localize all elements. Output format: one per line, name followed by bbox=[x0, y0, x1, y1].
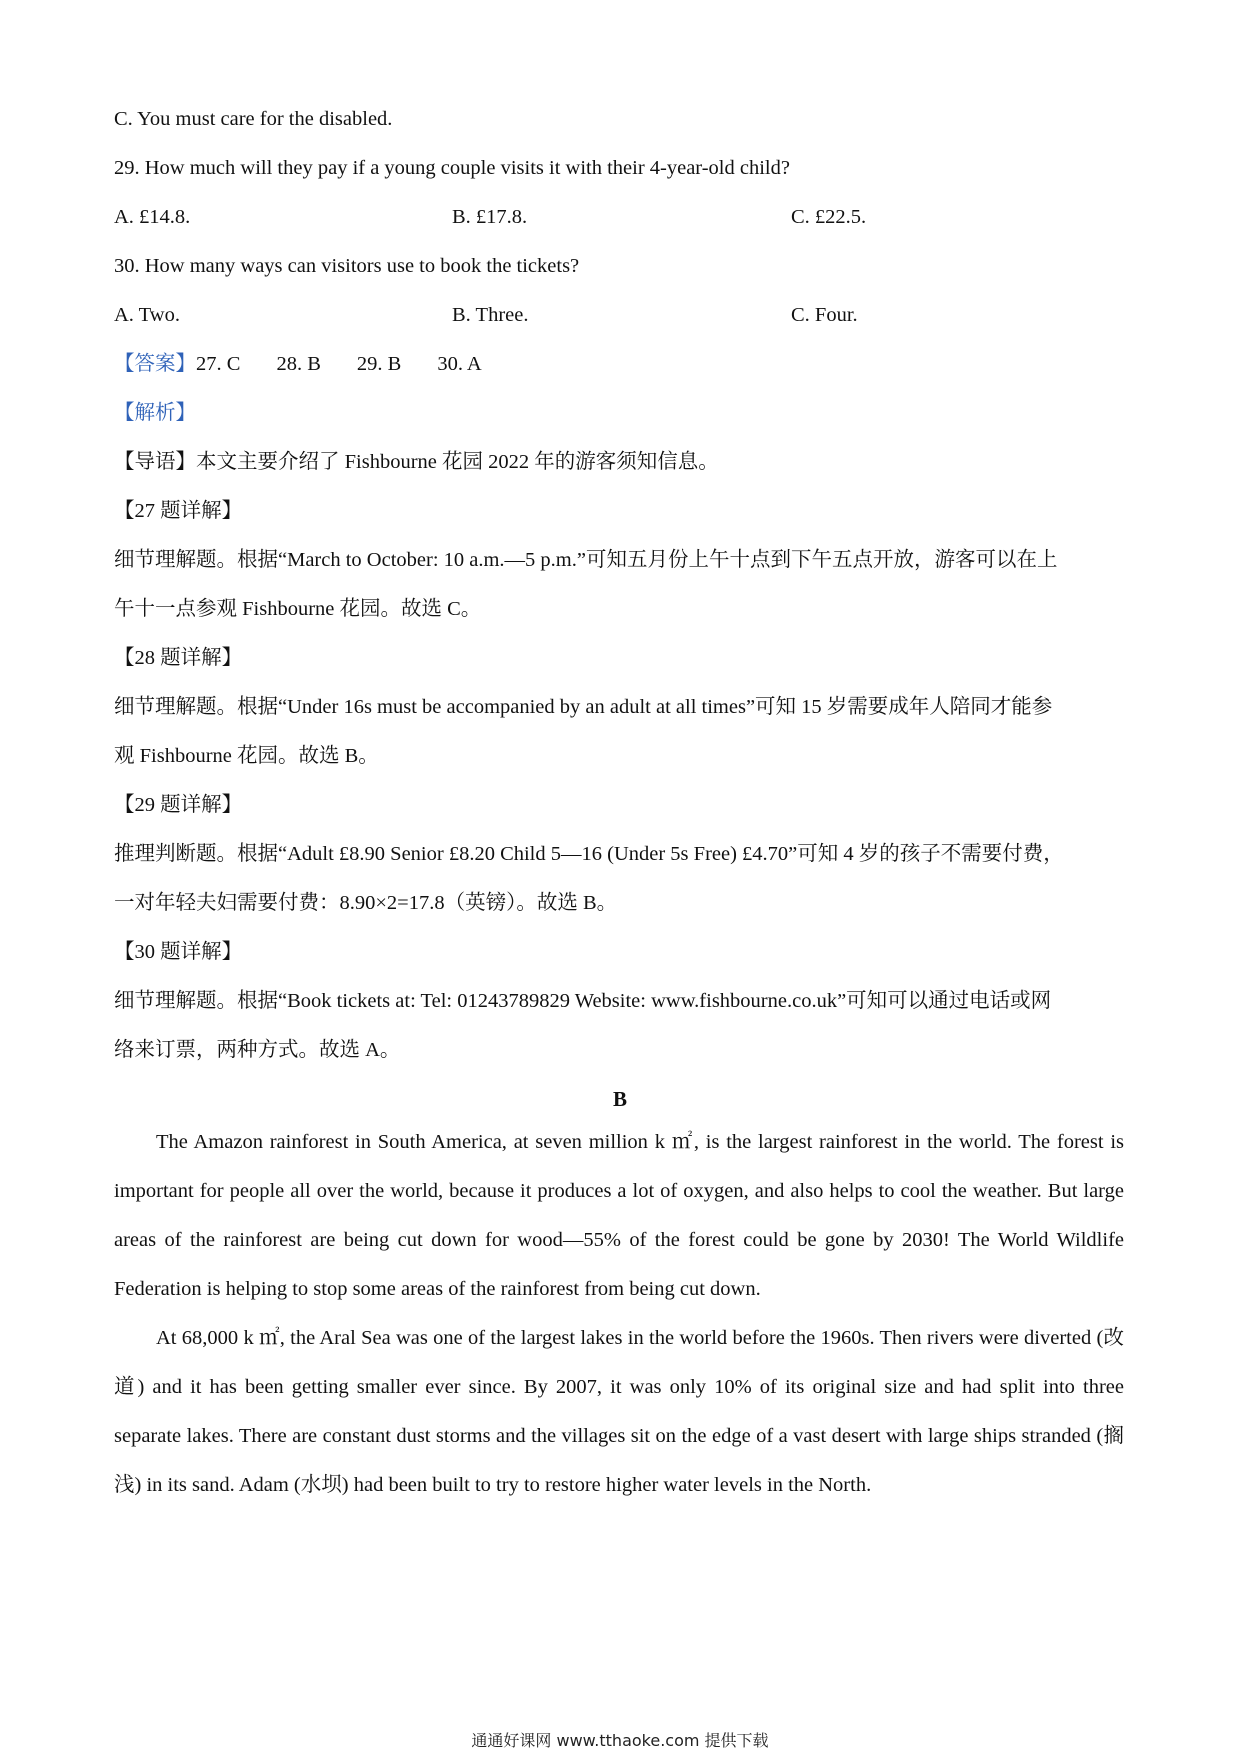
detail-27-line-1: 细节理解题。根据“March to October: 10 a.m.—5 p.m.”可知五月份上午十点到下午五点开放，游客可以在上 bbox=[114, 549, 1058, 571]
answer-30: 30. A bbox=[437, 353, 482, 375]
section-b-paragraph-1 bbox=[114, 1118, 1124, 1314]
detail-28-line-2: 观 Fishbourne 花园。故选 B。 bbox=[114, 745, 379, 767]
q29-option-c: C. £22.5. bbox=[791, 206, 867, 228]
q29-option-a: A. £14.8. bbox=[114, 206, 191, 228]
q30-option-b: B. Three. bbox=[452, 304, 529, 326]
q28-option-c: C. You must care for the disabled. bbox=[114, 108, 393, 130]
detail-28-line-1: 细节理解题。根据“Under 16s must be accompanied by an adult at all times”可知 15 岁需要成年人陪同才能参 bbox=[114, 696, 1053, 718]
detail-30-line-1: 细节理解题。根据“Book tickets at: Tel: 01243789829 Website: www.fishbourne.co.uk”可知可以通过电话或网 bbox=[114, 990, 1052, 1012]
q29-question: 29. How much will they pay if a young couple visits it with their 4-year-old child? bbox=[114, 157, 790, 179]
detail-29-line-2: 一对年轻夫妇需要付费：8.90×2=17.8（英镑）。故选 B。 bbox=[114, 892, 618, 914]
detail-30-heading: 【30 题详解】 bbox=[114, 941, 243, 963]
q30-question: 30. How many ways can visitors use to book the tickets? bbox=[114, 255, 580, 277]
answer-29: 29. B bbox=[356, 353, 402, 375]
q30-option-c: C. Four. bbox=[791, 304, 858, 326]
answer-27: 27. C bbox=[196, 353, 241, 375]
page-footer: 通通好课网 www.tthaoke.com 提供下载 bbox=[471, 1731, 769, 1750]
paragraph-2-text: At 68,000 k ㎡, the Aral Sea was one of the largest lakes in the world before the 1960s. Then rivers were diverted (改道) and it has been getting smaller ever since. By 2007, it was only 10% of its original size and had split into three separate lakes. There are constant dust storms and the villages sit on the edge of a vast desert with large ships stranded (搁浅) in its sand. Adam (水坝) had been built to try to restore higher water levels in the North. bbox=[114, 1327, 1124, 1496]
detail-30-line-2: 络来订票，两种方式。故选 A。 bbox=[114, 1039, 401, 1061]
answer-label: 【答案】 bbox=[114, 353, 196, 375]
answer-28: 28. B bbox=[276, 353, 321, 375]
section-b-title: B bbox=[612, 1087, 627, 1111]
section-b-paragraph-2 bbox=[114, 1314, 1124, 1510]
answer-line bbox=[114, 351, 518, 377]
detail-27-line-2: 午十一点参观 Fishbourne 花园。故选 C。 bbox=[114, 598, 482, 620]
detail-28-heading: 【28 题详解】 bbox=[114, 647, 243, 669]
analysis-label: 【解析】 bbox=[114, 402, 196, 424]
detail-27-heading: 【27 题详解】 bbox=[114, 500, 243, 522]
intro-text: 【导语】本文主要介绍了 Fishbourne 花园 2022 年的游客须知信息。 bbox=[114, 451, 719, 473]
paragraph-1-text: The Amazon rainforest in South America, at seven million k ㎡, is the largest rainforest in the world. The forest is important for people all over the world, because it produces a lot of oxygen, and also helps to cool the weather. But large areas of the rainforest are being cut down for wood—55% of the forest could be gone by 2030! The World Wildlife Federation is helping to stop some areas of the rainforest from being cut down. bbox=[114, 1131, 1124, 1300]
detail-29-line-1: 推理判断题。根据“Adult £8.90 Senior £8.20 Child 5—16 (Under 5s Free) £4.70”可知 4 岁的孩子不需要付费， bbox=[114, 843, 1064, 865]
detail-29-heading: 【29 题详解】 bbox=[114, 794, 243, 816]
q30-option-a: A. Two. bbox=[114, 304, 180, 326]
q29-option-b: B. £17.8. bbox=[452, 206, 528, 228]
